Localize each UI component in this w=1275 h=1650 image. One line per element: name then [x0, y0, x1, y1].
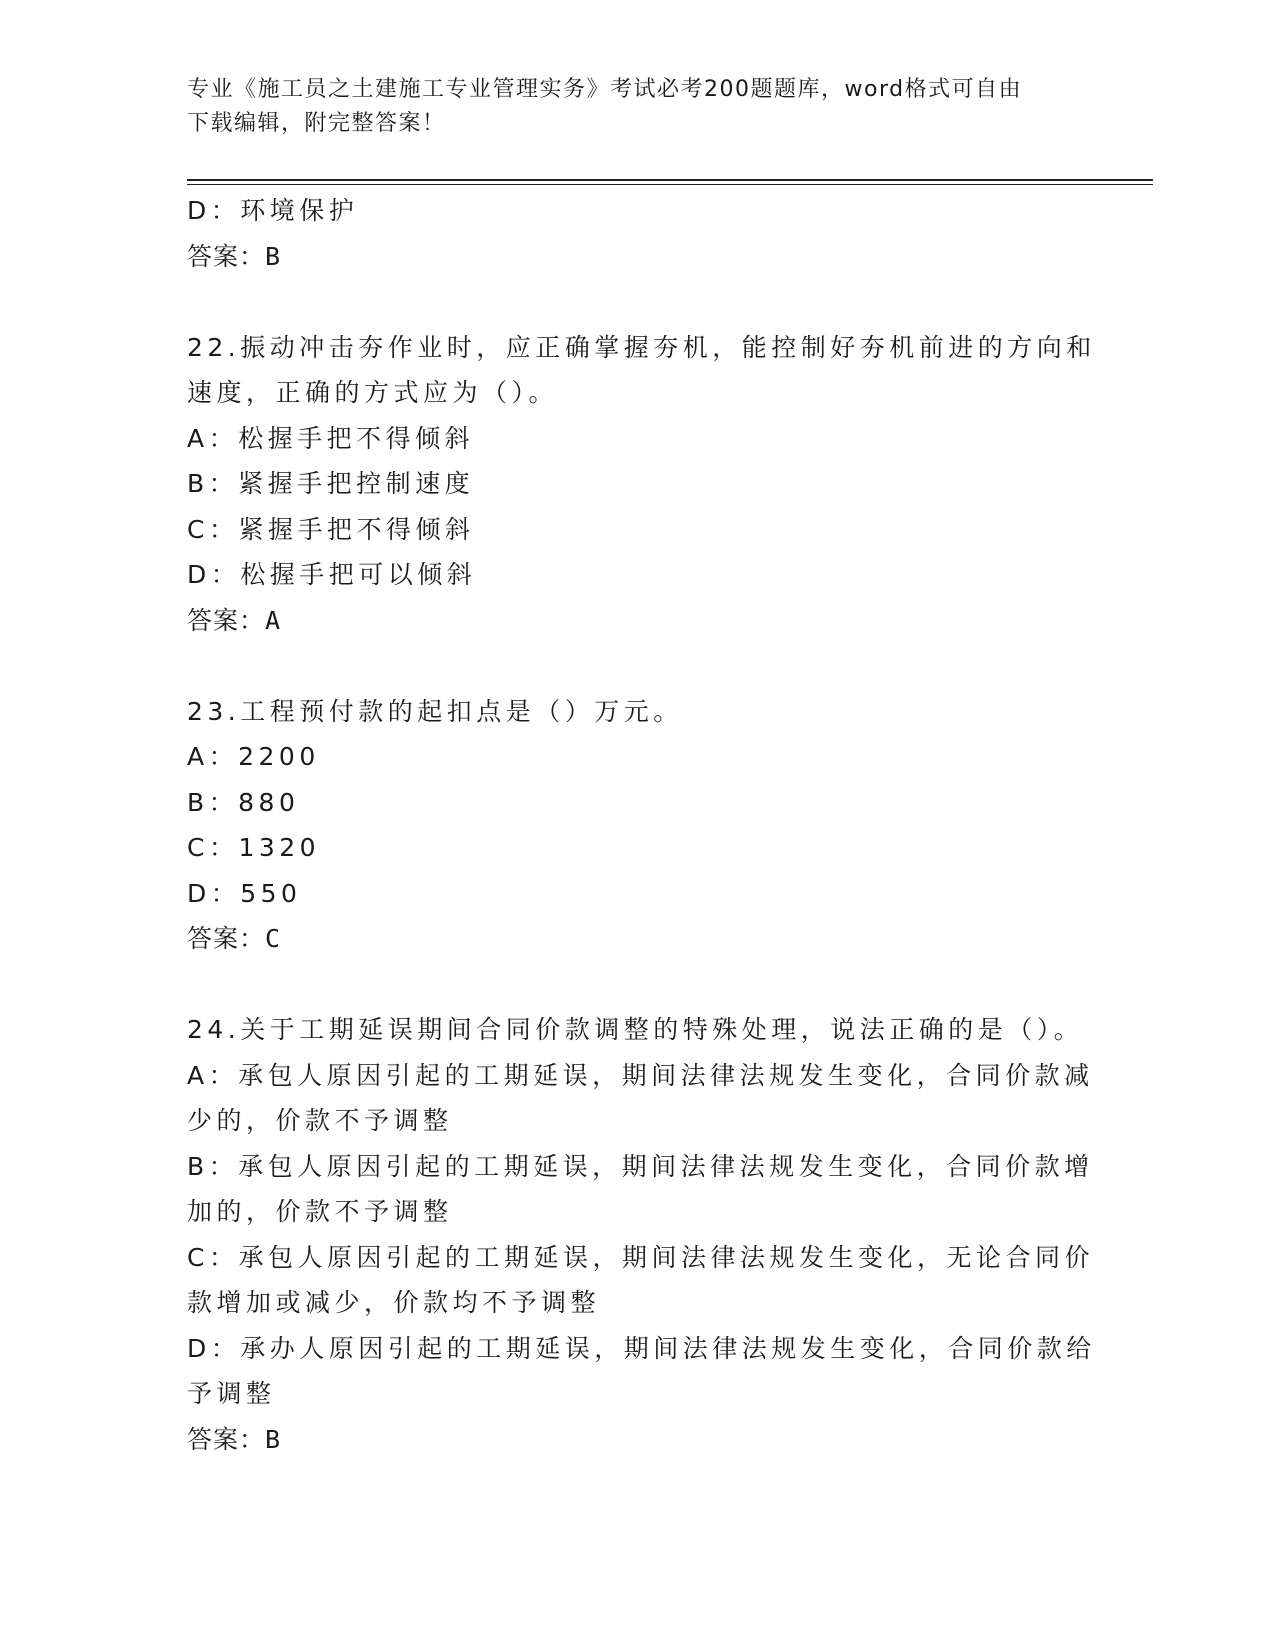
answer-line: 答案：B — [187, 241, 282, 271]
header-divider-thin — [187, 184, 1153, 185]
answer-line: 答案：C — [187, 924, 282, 953]
option-b-continued: 加的，价款不予调整 — [187, 1197, 453, 1226]
option-a-continued: 少的，价款不予调整 — [187, 1106, 453, 1135]
question-stem: 速度，正确的方式应为（）。 — [187, 378, 559, 407]
answer-line: 答案：B — [187, 1424, 282, 1454]
header-line-1: 专业《施工员之土建施工专业管理实务》考试必考200题题库，word格式可自由 — [187, 77, 1023, 102]
question-stem: 23.工程预付款的起扣点是（）万元。 — [187, 696, 683, 726]
question-stem: 22.振动冲击夯作业时，应正确掌握夯机，能控制好夯机前进的方向和 — [187, 332, 1096, 362]
option-c-continued: 款增加或减少，价款均不予调整 — [187, 1288, 601, 1317]
option-c: C：紧握手把不得倾斜 — [187, 514, 475, 544]
page-header — [187, 73, 1067, 141]
header-line-2: 下载编辑，附完整答案！ — [187, 111, 446, 136]
question-stem: 24.关于工期延误期间合同价款调整的特殊处理，说法正确的是（）。 — [187, 1015, 1084, 1044]
option-a: A：松握手把不得倾斜 — [187, 423, 475, 453]
previous-question-tail — [187, 188, 1087, 279]
option-c: C：承包人原因引起的工期延误，期间法律法规发生变化，无论合同价 — [187, 1242, 1094, 1272]
header-divider-thick — [187, 179, 1153, 181]
option-d: D：承办人原因引起的工期延误，期间法律法规发生变化，合同价款给 — [187, 1333, 1096, 1363]
question-23 — [187, 689, 1087, 962]
question-24 — [187, 1007, 1096, 1462]
question-22 — [187, 325, 1096, 644]
answer-line: 答案：A — [187, 605, 282, 635]
option-c: C：1320 — [187, 833, 321, 862]
question-content — [187, 188, 1096, 1462]
option-d-continued: 予调整 — [187, 1379, 276, 1408]
option-b: B：紧握手把控制速度 — [187, 469, 475, 498]
option-d: D：松握手把可以倾斜 — [187, 560, 477, 589]
option-d: D：550 — [187, 878, 302, 908]
option-d: D：环境保护 — [187, 196, 359, 225]
option-b: B：880 — [187, 787, 300, 817]
option-a: A：承包人原因引起的工期延误，期间法律法规发生变化，合同价款减 — [187, 1060, 1094, 1090]
option-b: B：承包人原因引起的工期延误，期间法律法规发生变化，合同价款增 — [187, 1151, 1094, 1181]
option-a: A：2200 — [187, 742, 320, 771]
